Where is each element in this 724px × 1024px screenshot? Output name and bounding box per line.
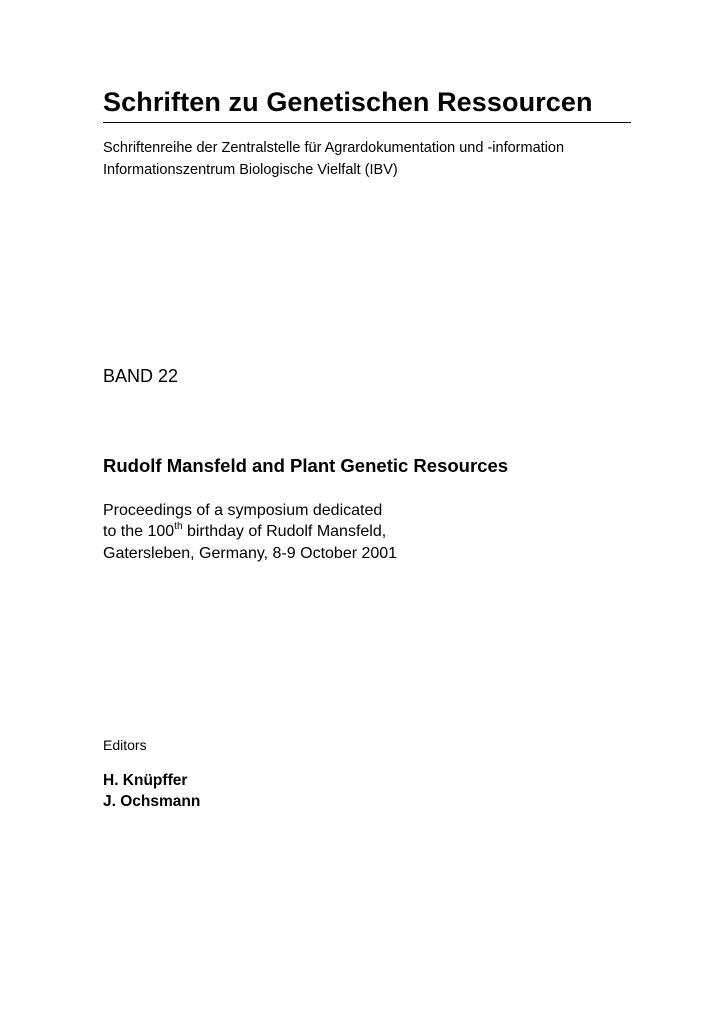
series-subtitle-line-1: Schriftenreihe der Zentralstelle für Agrardokumentation und -information <box>103 140 565 156</box>
editor-name: J. Ochsmann <box>103 793 201 810</box>
editors-label: Editors <box>103 737 147 753</box>
ordinal-superscript: th <box>174 521 183 532</box>
proceedings-line-1: Proceedings of a symposium dedicated <box>103 502 383 519</box>
proceedings-line-2-start: to the 100 <box>103 523 175 540</box>
proceedings-line-3: Gatersleben, Germany, 8-9 October 2001 <box>103 545 398 562</box>
proceedings-line-2-end: birthday of Rudolf Mansfeld, <box>182 523 387 540</box>
book-title: Rudolf Mansfeld and Plant Genetic Resources <box>103 455 509 476</box>
proceedings-line-2 <box>103 521 386 543</box>
series-subtitle-line-2: Informationszentrum Biologische Vielfalt (IBV) <box>103 162 398 178</box>
volume-label: BAND 22 <box>103 366 179 386</box>
series-title: Schriften zu Genetischen Ressourcen <box>103 87 593 117</box>
title-underline-rule <box>103 122 631 123</box>
editor-name: H. Knüpffer <box>103 772 188 789</box>
